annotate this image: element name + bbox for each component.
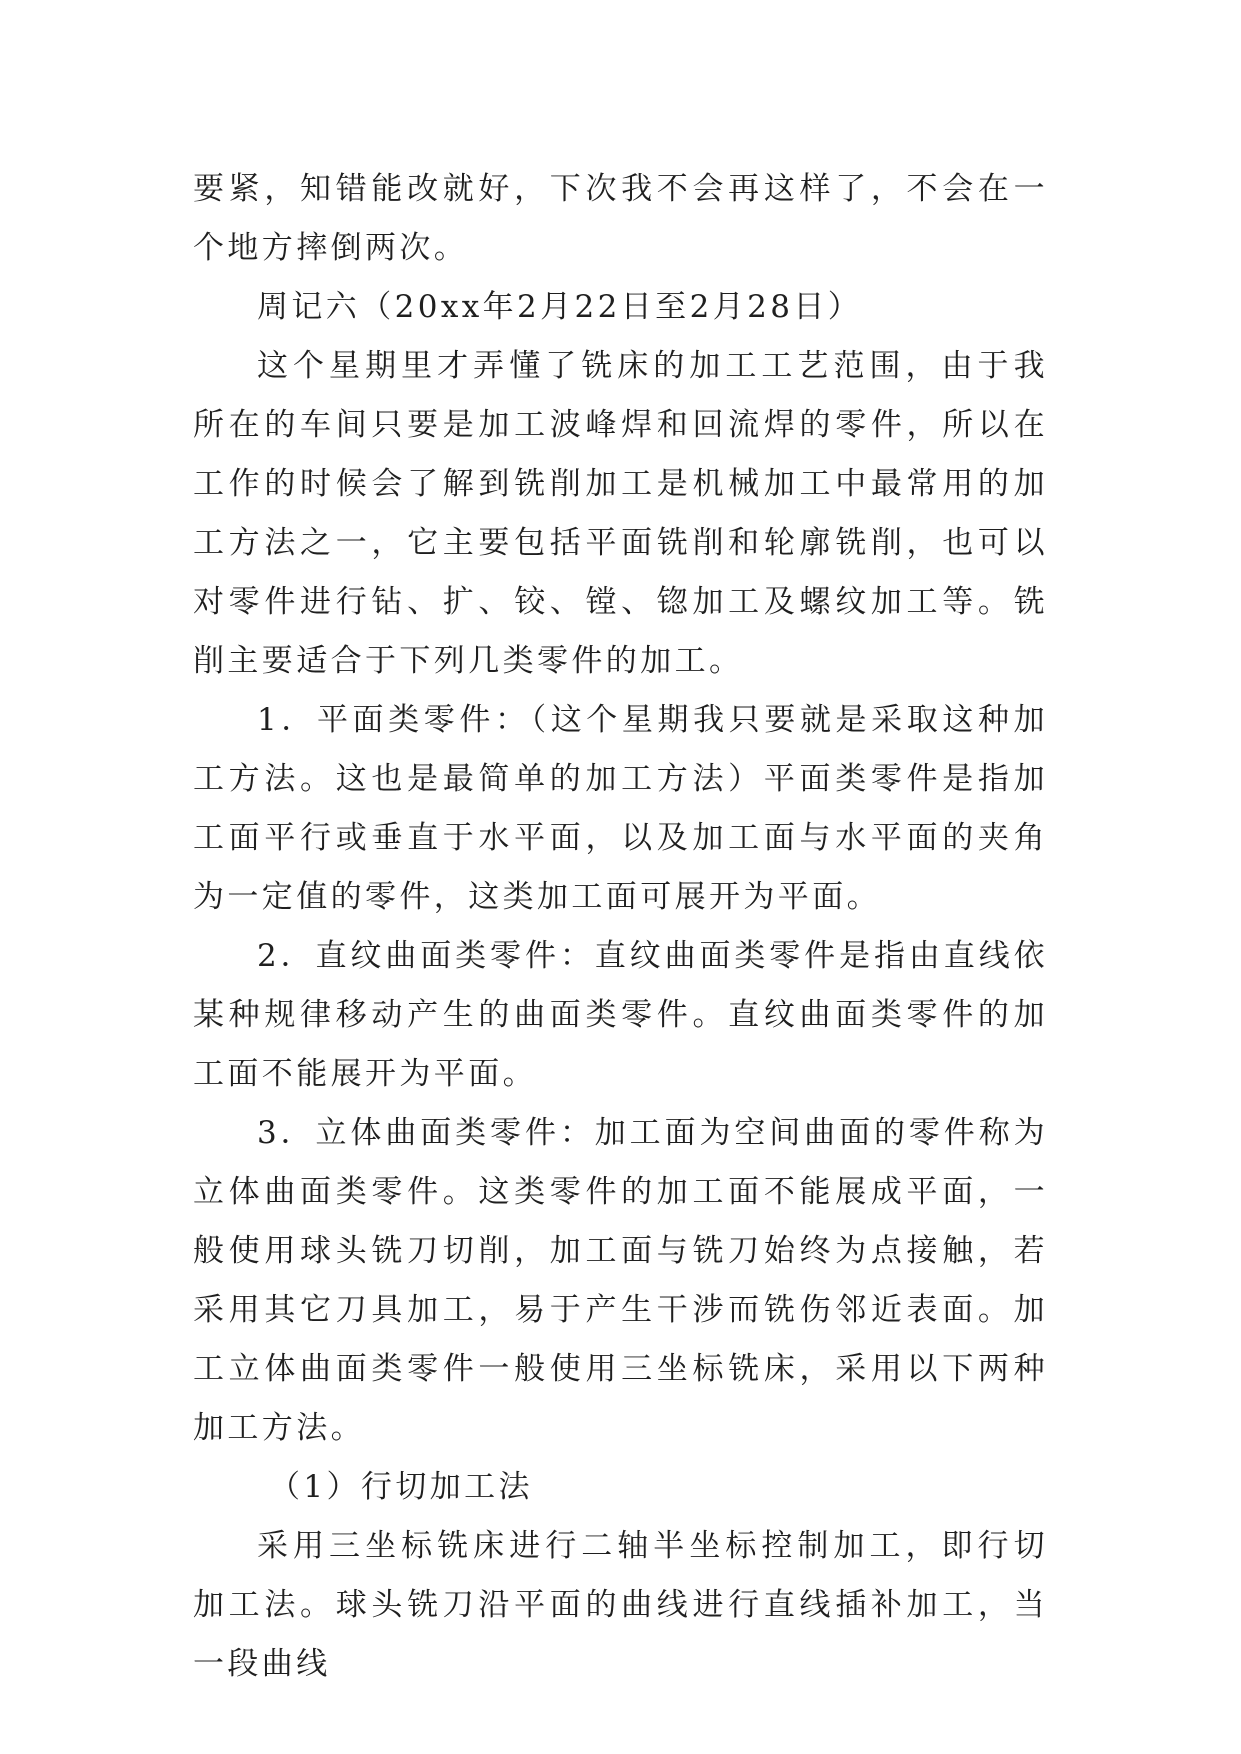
paragraph-milling-intro: 这个星期里才弄懂了铣床的加工工艺范围，由于我所在的车间只要是加工波峰焊和回流焊的零件，所以在工作的时候会了解到铣削加工是机械加工中最常用的加工方法之一，它主要包括平面铣削和轮廓铣削，也可以对零件进行钻、扩、铰、镗、锪加工及螺纹加工等。铣削主要适合于下列几类零件的加工。 xyxy=(193,348,1048,679)
document-body xyxy=(193,160,1048,1694)
weekly-journal-heading: 周记六（20xx年2月22日至2月28日） xyxy=(257,289,863,325)
paragraph-ruled-surface-parts: 2．直纹曲面类零件：直纹曲面类零件是指由直线依某种规律移动产生的曲面类零件。直纹曲面类零件的加工面不能展开为平面。 xyxy=(193,938,1048,1092)
paragraph-line-cutting-method: 采用三坐标铣床进行二轴半坐标控制加工，即行切加工法。球头铣刀沿平面的曲线进行直线插补加工，当一段曲线 xyxy=(193,1528,1048,1682)
paragraph-continuation: 要紧，知错能改就好，下次我不会再这样了，不会在一个地方摔倒两次。 xyxy=(193,171,1048,266)
paragraph-flat-parts: 1．平面类零件：（这个星期我只要就是采取这种加工方法。这也是最简单的加工方法）平面类零件是指加工面平行或垂直于水平面，以及加工面与水平面的夹角为一定值的零件，这类加工面可展开为平面。 xyxy=(193,702,1048,915)
subheading-line-cutting: （1）行切加工法 xyxy=(269,1469,533,1505)
paragraph-3d-surface-parts: 3．立体曲面类零件：加工面为空间曲面的零件称为立体曲面类零件。这类零件的加工面不能展成平面，一般使用球头铣刀切削，加工面与铣刀始终为点接触，若采用其它刀具加工，易于产生干涉而铣伤邻近表面。加工立体曲面类零件一般使用三坐标铣床，采用以下两种加工方法。 xyxy=(193,1115,1048,1446)
